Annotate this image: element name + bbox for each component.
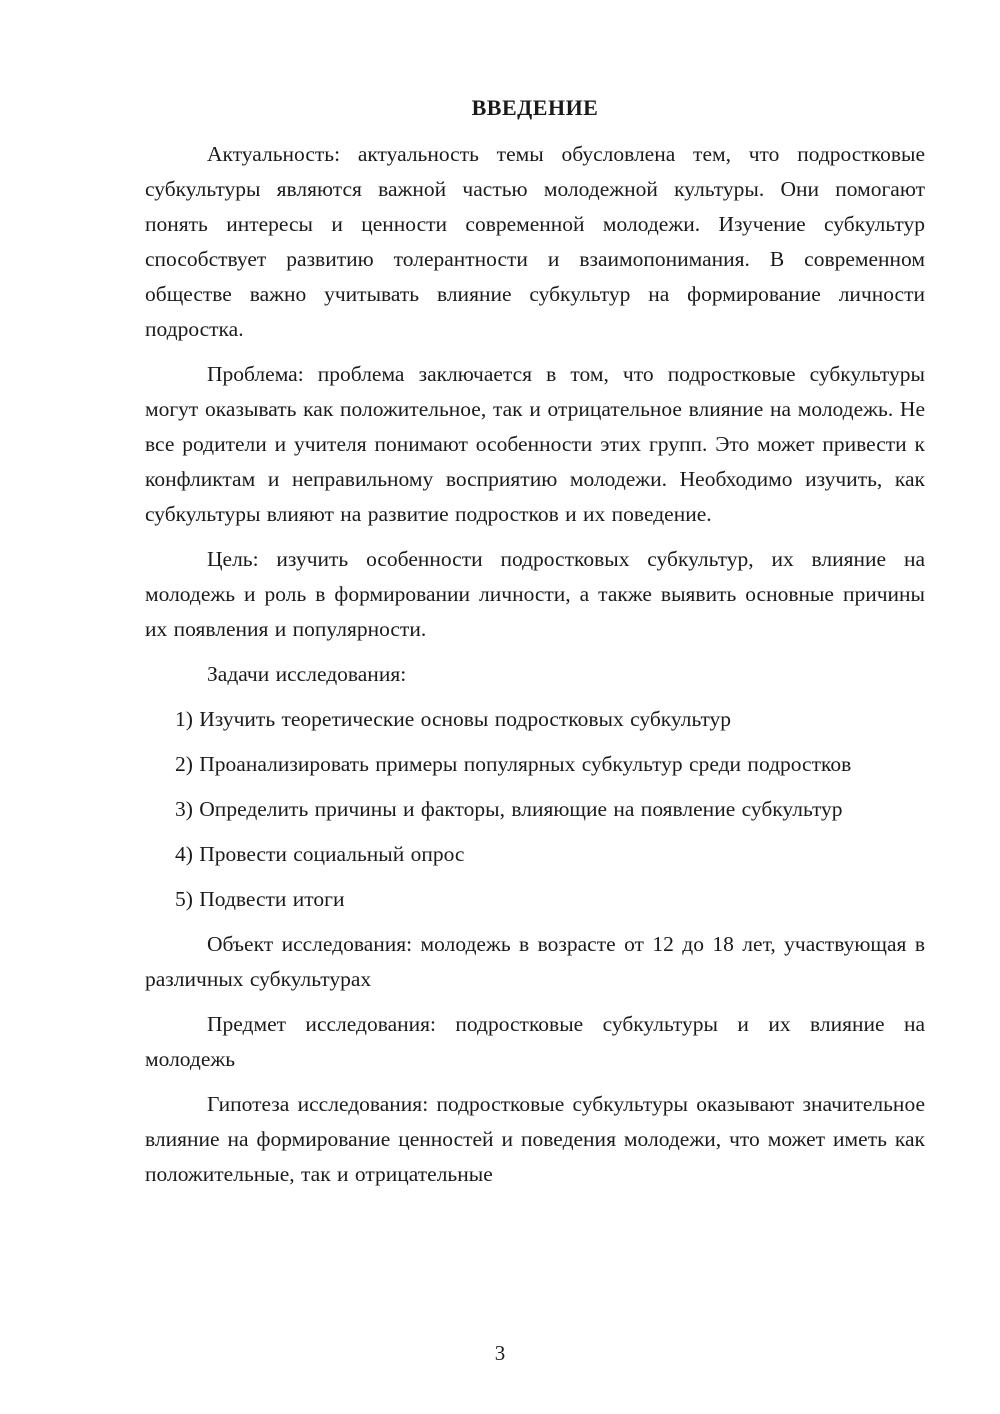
list-item-5: 5) Подвести итоги bbox=[175, 887, 345, 911]
paragraph-gipoteza: Гипотеза исследования: подростковые субкультуры оказывают значительное влияние на формирование ценностей и поведения молодежи, что может иметь как положительные, так и отрицательные bbox=[145, 1092, 925, 1186]
paragraph-problema: Проблема: проблема заключается в том, что подростковые субкультуры могут оказывать как положительное, так и отрицательное влияние на молодежь. Не все родители и учителя понимают особенности этих групп. Это может привести к конфликтам и неправильному восприятию молодежи. Необходимо изучить, как субкультуры влияют на развитие подростков и их поведение. bbox=[145, 362, 925, 526]
page-title: ВВЕДЕНИЕ bbox=[471, 95, 599, 120]
list-item-1: 1) Изучить теоретические основы подростковых субкультур bbox=[175, 707, 732, 731]
paragraph-predmet: Предмет исследования: подростковые субкультуры и их влияние на молодежь bbox=[145, 1012, 925, 1071]
paragraph-tsel: Цель: изучить особенности подростковых субкультур, их влияние на молодежь и роль в формировании личности, а также выявить основные причины их появления и популярности. bbox=[145, 547, 925, 641]
paragraph-zadachi-header: Задачи исследования: bbox=[207, 662, 407, 686]
list-item-3: 3) Определить причины и факторы, влияющие на появление субкультур bbox=[175, 797, 843, 821]
page-number: 3 bbox=[494, 1341, 506, 1365]
paragraph-obekt: Объект исследования: молодежь в возрасте от 12 до 18 лет, участвующая в различных субкультурах bbox=[145, 932, 925, 991]
list-item-2: 2) Проанализировать примеры популярных субкультур среди подростков bbox=[175, 752, 852, 776]
paragraph-aktualnost: Актуальность: актуальность темы обусловлена тем, что подростковые субкультуры являются важной частью молодежной культуры. Они помогают понять интересы и ценности современной молодежи. Изучение субкультур способствует развитию толерантности и взаимопонимания. В современном обществе важно учитывать влияние субкультур на формирование личности подростка. bbox=[145, 142, 925, 341]
list-item-4: 4) Провести социальный опрос bbox=[175, 842, 465, 866]
